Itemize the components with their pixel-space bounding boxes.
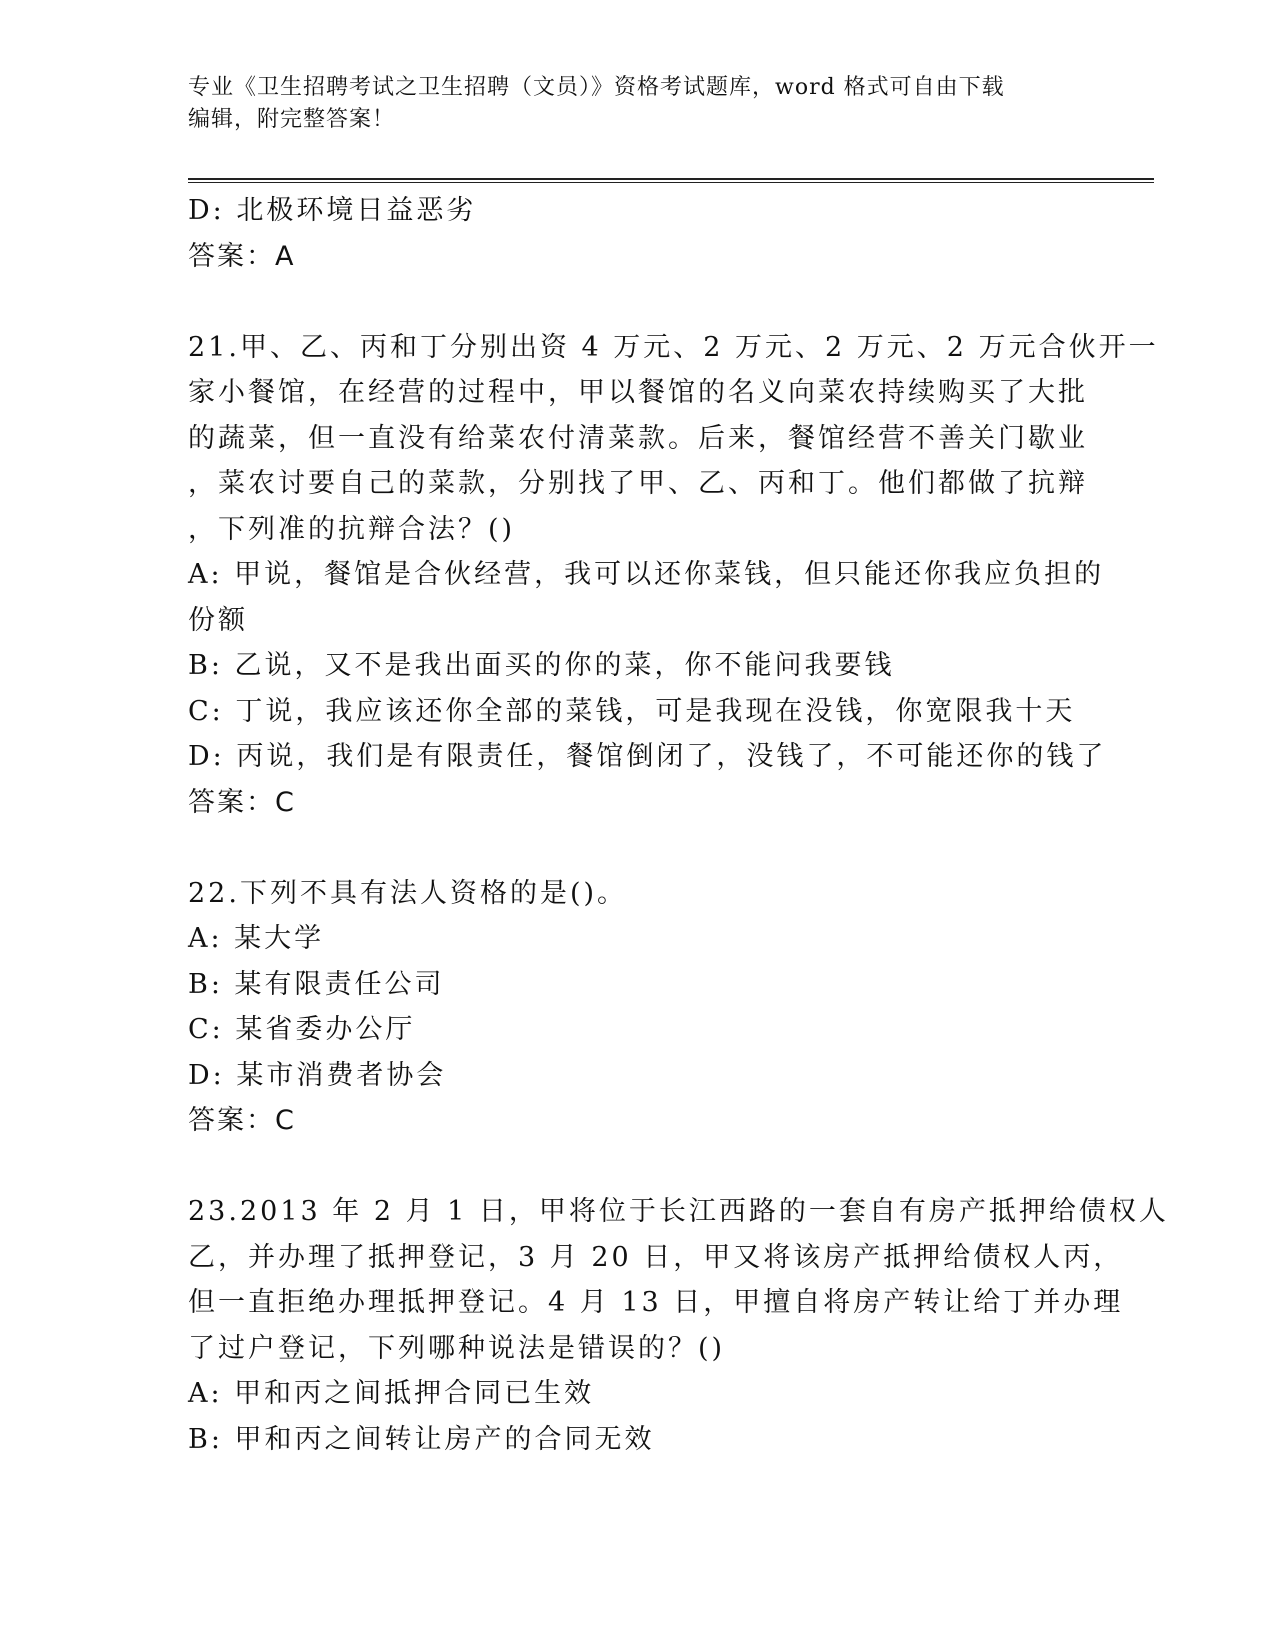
question-23 (188, 1189, 1169, 1462)
document-header (188, 72, 1078, 136)
answer-label: 答案：A (188, 240, 296, 272)
option-b: B: 甲和丙之间转让房产的合同无效 (188, 1423, 655, 1455)
header-divider (188, 178, 1154, 183)
option-a-continued: 份额 (188, 604, 248, 636)
option-d: D: 某市消费者协会 (188, 1059, 447, 1091)
question-stem-line: 23.2013 年 2 月 1 日，甲将位于长江西路的一套自有房产抵押给债权人 (188, 1196, 1169, 1227)
spacer (188, 1144, 1088, 1190)
question-21 (188, 325, 1159, 826)
answer-label: 答案：C (188, 786, 296, 818)
question-stem-line: 22.下列不具有法人资格的是()。 (188, 877, 628, 909)
question-stem-line: 但一直拒绝办理抵押登记。4 月 13 日，甲擅自将房产转让给丁并办理 (188, 1287, 1124, 1318)
question-list (188, 188, 1169, 1462)
question-stem-line: ，下列准的抗辩合法？() (188, 513, 516, 545)
answer-label: 答案：C (188, 1105, 296, 1136)
question-stem-line: 的蔬菜，但一直没有给菜农付清菜款。后来，餐馆经营不善关门歇业 (188, 422, 1088, 454)
option-c: C: 某省委办公厅 (188, 1014, 416, 1045)
question-stem-line: 了过户登记，下列哪种说法是错误的？() (188, 1332, 726, 1364)
option-a: A: 甲和丙之间抵押合同已生效 (188, 1378, 595, 1409)
option-d: D: 丙说，我们是有限责任，餐馆倒闭了，没钱了，不可能还你的钱了 (188, 741, 1107, 772)
question-22 (188, 871, 1088, 1144)
question-20-tail (188, 188, 1088, 279)
spacer (188, 825, 1088, 871)
option-c: C: 丁说，我应该还你全部的菜钱，可是我现在没钱，你宽限我十天 (188, 695, 1076, 727)
option-d: D: 北极环境日益恶劣 (188, 195, 477, 226)
option-b: B: 乙说，又不是我出面买的你的菜，你不能问我要钱 (188, 650, 895, 681)
option-b: B: 某有限责任公司 (188, 968, 445, 1000)
question-stem-line: 21.甲、乙、丙和丁分别出资 4 万元、2 万元、2 万元、2 万元合伙开一 (188, 331, 1159, 363)
spacer (188, 279, 1088, 325)
option-a: A: 甲说，餐馆是合伙经营，我可以还你菜钱，但只能还你我应负担的 (188, 559, 1105, 590)
question-stem-line: ，菜农讨要自己的菜款，分别找了甲、乙、丙和丁。他们都做了抗辩 (188, 468, 1088, 499)
header-line-1: 专业《卫生招聘考试之卫生招聘（文员）》资格考试题库，word 格式可自由下载 (188, 75, 1005, 100)
option-a: A: 某大学 (188, 923, 325, 954)
question-stem-line: 乙，并办理了抵押登记，3 月 20 日，甲又将该房产抵押给债权人丙， (188, 1241, 1124, 1273)
header-line-2: 编辑，附完整答案！ (188, 107, 396, 132)
question-stem-line: 家小餐馆，在经营的过程中，甲以餐馆的名义向菜农持续购买了大批 (188, 377, 1088, 408)
